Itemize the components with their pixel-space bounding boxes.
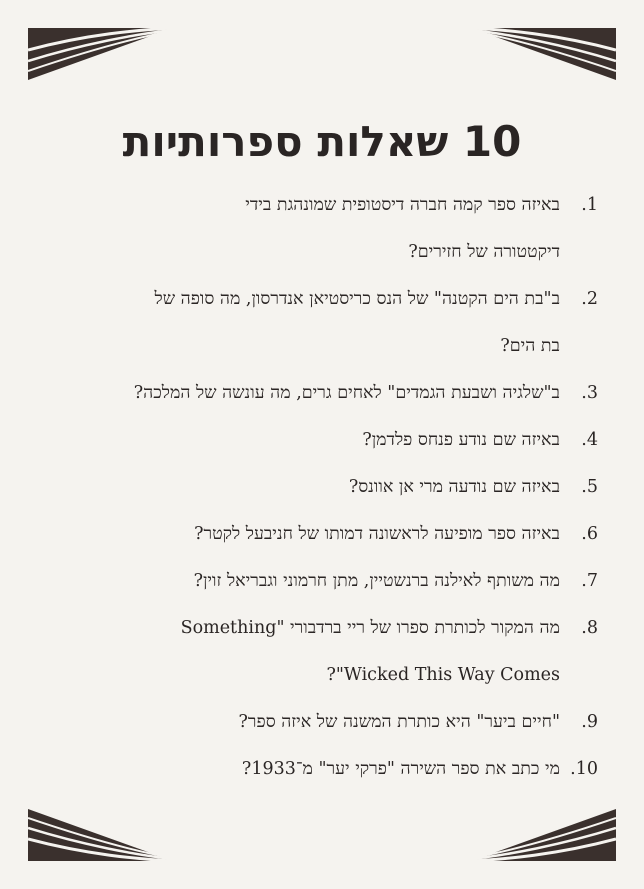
question-number: 5. (581, 477, 598, 497)
question-text-continued: בת הים? (500, 336, 560, 356)
question-item (38, 511, 598, 558)
question-text: "חיים ביער" היא כותרת המשנה של איזה ספר? (238, 712, 560, 732)
question-number: 3. (581, 383, 598, 403)
question-text: ב"בת הים הקטנה" של הנס כריסטיאן אנדרסון, מה סופה של (154, 289, 560, 309)
question-item (38, 182, 598, 276)
question-number: 8. (581, 618, 598, 638)
question-text-continued: Wicked This Way Comes"? (326, 665, 560, 685)
question-number: 2. (581, 289, 598, 309)
question-item (38, 370, 598, 417)
question-item (38, 605, 598, 699)
question-item (38, 558, 598, 605)
question-text: ב"שלגיה ושבעת הגמדים" לאחים גרים, מה עונשה של המלכה? (133, 383, 560, 403)
question-number: 1. (581, 195, 598, 215)
question-text: מי כתב את ספר השירה "פרקי יער" מ־1933? (241, 759, 560, 779)
question-list (38, 182, 598, 793)
page-title: 10 שאלות ספרותיות (122, 117, 522, 166)
question-item (38, 699, 598, 746)
corner-ornament-top-left (28, 28, 173, 83)
question-item (38, 417, 598, 464)
question-item (38, 276, 598, 370)
corner-ornament-bottom-right (471, 806, 616, 861)
question-number: 7. (581, 571, 598, 591)
question-text: באיזה שם נודעה מרי אן אוונס? (348, 477, 560, 497)
question-number: 9. (581, 712, 598, 732)
question-text: באיזה ספר קמה חברה דיסטופית שמונהגת בידי (245, 195, 560, 215)
question-number: 6. (581, 524, 598, 544)
question-text: מה המקור לכותרת ספרו של ריי ברדבורי "Something (180, 618, 560, 638)
question-item (38, 746, 598, 793)
question-number: 4. (581, 430, 598, 450)
question-text: באיזה ספר מופיעה לראשונה דמותו של חניבעל לקטר? (194, 524, 560, 544)
question-text: מה משותף לאילנה ברנשטיין, מתן חרמוני וגבריאל זוין? (193, 571, 560, 591)
corner-ornament-bottom-left (28, 806, 173, 861)
corner-ornament-top-right (471, 28, 616, 83)
question-text-continued: דיקטטורה של חזירים? (408, 242, 560, 262)
question-text: באיזה שם נודע פנחס פלדמן? (362, 430, 560, 450)
question-number: 10. (570, 759, 598, 779)
question-item (38, 464, 598, 511)
